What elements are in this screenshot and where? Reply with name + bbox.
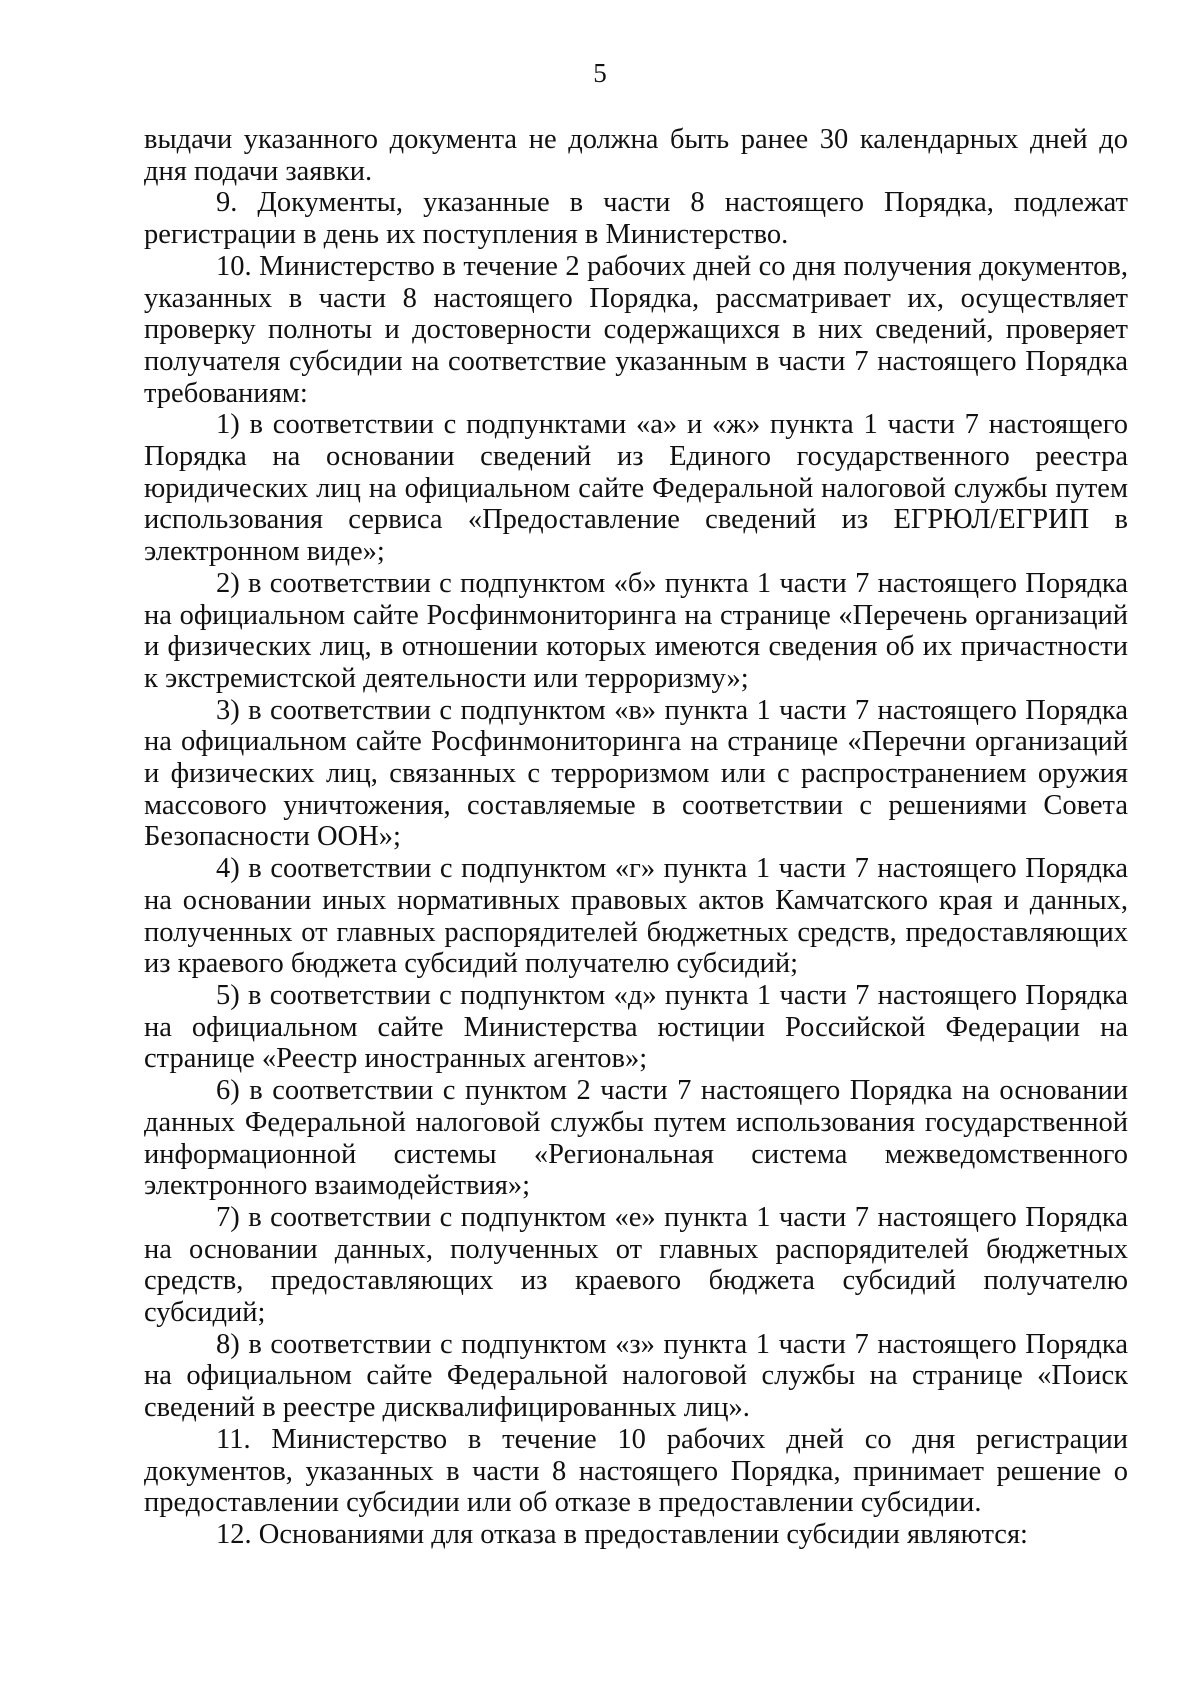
paragraph-10: 10. Министерство в течение 2 рабочих дней со дня получения документов, указанных в части 8 настоящего Порядка, рассматривает их, осуществляет проверку полноты и достоверности содержащихся в них сведений, проверяет получателя субсидии на соответствие указанным в части 7 настоящего Порядка требованиям: — [144, 250, 1128, 409]
page-number: 5 — [593, 58, 607, 88]
list-item-3: 3) в соответствии с подпунктом «в» пункта 1 части 7 настоящего Порядка на официальном сайте Росфинмониторинга на странице «Перечни организаций и физических лиц, связанных с терроризмом или с распространением оружия массового уничтожения, составляемые в соответствии с решениями Совета Безопасности ООН»; — [144, 694, 1128, 853]
paragraph-12: 12. Основаниями для отказа в предоставлении субсидии являются: — [216, 1518, 1028, 1550]
list-item-6: 6) в соответствии с пунктом 2 части 7 настоящего Порядка на основании данных Федеральной налоговой службы путем использования государственной информационной системы «Региональная система межведомственного электронного взаимодействия»; — [144, 1075, 1128, 1202]
list-item-4: 4) в соответствии с подпунктом «г» пункта 1 части 7 настоящего Порядка на основании иных нормативных правовых актов Камчатского края и данных, полученных от главных распорядителей бюджетных средств, предоставляющих из краевого бюджета субсидий получателю субсидий; — [144, 853, 1128, 980]
paragraph-11: 11. Министерство в течение 10 рабочих дней со дня регистрации документов, указанных в части 8 настоящего Порядка, принимает решение о предоставлении субсидии или об отказе в предоставлении субсидии. — [144, 1423, 1128, 1519]
document-body — [144, 124, 1128, 1551]
list-item-7: 7) в соответствии с подпунктом «е» пункта 1 части 7 настоящего Порядка на основании данных, полученных от главных распорядителей бюджетных средств, предоставляющих из краевого бюджета субсидий получателю субсидий; — [144, 1201, 1128, 1329]
list-item-5: 5) в соответствии с подпунктом «д» пункта 1 части 7 настоящего Порядка на официальном сайте Министерства юстиции Российской Федерации на странице «Реестр иностранных агентов»; — [144, 979, 1128, 1075]
paragraph-continuation: выдачи указанного документа не должна быть ранее 30 календарных дней до дня подачи заявки. — [144, 124, 1128, 187]
list-item-8: 8) в соответствии с подпунктом «з» пункта 1 части 7 настоящего Порядка на официальном сайте Федеральной налоговой службы на странице «Поиск сведений в реестре дисквалифицированных лиц». — [144, 1328, 1128, 1424]
list-item-2: 2) в соответствии с подпунктом «б» пункта 1 части 7 настоящего Порядка на официальном сайте Росфинмониторинга на странице «Перечень организаций и физических лиц, в отношении которых имеются сведения об их причастности к экстремистской деятельности или терроризму»; — [144, 567, 1128, 694]
paragraph-9: 9. Документы, указанные в части 8 настоящего Порядка, подлежат регистрации в день их поступления в Министерство. — [144, 187, 1128, 251]
list-item-1: 1) в соответствии с подпунктами «а» и «ж» пункта 1 части 7 настоящего Порядка на основании сведений из Единого государственного реестра юридических лиц на официальном сайте Федеральной налоговой службы путем использования сервиса «Предоставление сведений из ЕГРЮЛ/ЕГРИП в электронном виде»; — [144, 409, 1128, 568]
